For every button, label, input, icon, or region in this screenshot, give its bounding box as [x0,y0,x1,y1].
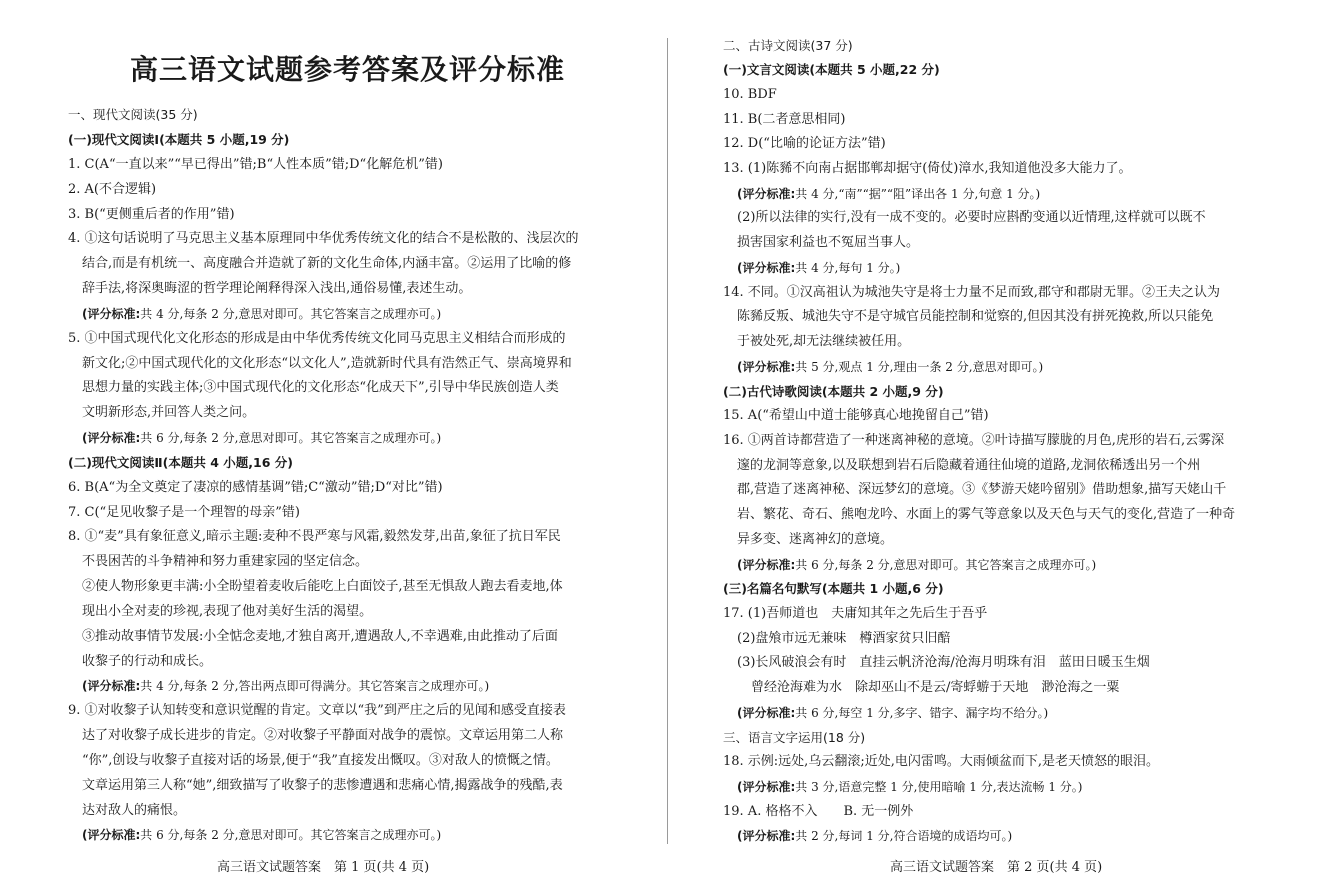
scoring-standard: (评分标准:共 3 分,语意完整 1 分,使用暗喻 1 分,表达流畅 1 分。) [737,780,1083,794]
answer-13-2-line: 损害国家利益也不冤屈当事人。 [737,235,920,250]
answer-17-line: 17. (1)吾师道也 夫庸知其年之先后生于吾乎 [723,606,988,621]
answer-10: 10. BDF [723,87,777,102]
answer-9-line: 文章运用第三人称“她”,细致描写了收黎子的悲惨遭遇和悲痛心情,揭露战争的残酷,表 [82,778,563,793]
answer-8-line: ③推动故事情节发展:小全惦念麦地,才独自离开,遭遇敌人,不幸遇难,由此推动了后面 [82,629,558,644]
scoring-standard: (评分标准:共 5 分,观点 1 分,理由一条 2 分,意思对即可。) [737,360,1044,374]
answer-5-line: 新文化;②中国式现代化的文化形态“以文化人”,造就新时代具有浩然正气、崇高境界和 [82,356,572,371]
subsection-heading: (一)现代文阅读Ⅰ(本题共 5 小题,19 分) [68,132,290,147]
answer-8-line: ②使人物形象更丰满:小全盼望着麦收后能吃上白面饺子,甚至无惧敌人跑去看麦地,体 [82,579,563,594]
answer-17-line: (2)盘飧市远无兼味 樽酒家贫只旧醅 [737,631,951,646]
answer-5-line: 5. ①中国式现代化文化形态的形成是由中华优秀传统文化同马克思主义相结合而形成的 [68,331,566,346]
answer-16-line: 郡,营造了迷离神秘、深远梦幻的意境。③《梦游天姥吟留别》借助想象,描写天姥山千 [737,482,1227,497]
section-heading: 三、语言文字运用(18 分) [723,730,866,745]
scoring-standard: (评分标准:共 6 分,每条 2 分,意思对即可。其它答案言之成理亦可。) [82,431,442,445]
scoring-standard: (评分标准:共 4 分,每条 2 分,意思对即可。其它答案言之成理亦可。) [82,307,442,321]
scoring-standard: (评分标准:共 6 分,每条 2 分,意思对即可。其它答案言之成理亦可。) [737,558,1097,572]
answer-13-2-line: (2)所以法律的实行,没有一成不变的。必要时应斟酌变通以近情理,这样就可以既不 [737,210,1206,225]
answer-17-line: (3)长风破浪会有时 直挂云帆济沧海/沧海月明珠有泪 蓝田日暖玉生烟 [737,655,1150,670]
answer-4-line: 4. ①这句话说明了马克思主义基本原理同中华优秀传统文化的结合不是松散的、浅层次的 [68,231,579,246]
answer-8-line: 8. ①“麦”具有象征意义,暗示主题:麦种不畏严寒与风霜,毅然发芽,出苗,象征了抗日军民 [68,529,561,544]
answer-11: 11. B(二者意思相同) [723,112,846,127]
section-heading: 一、现代文阅读(35 分) [68,107,198,122]
page-title: 高三语文试题参考答案及评分标准 [130,53,566,86]
scoring-standard: (评分标准:共 6 分,每空 1 分,多字、错字、漏字均不给分。) [737,706,1049,720]
page-footer-right: 高三语文试题答案 第 2 页(共 4 页) [890,860,1103,875]
answer-12: 12. D(“比喻的论证方法”错) [723,136,886,151]
answer-6: 6. B(A“为全文奠定了凄凉的感情基调”错;C“激动”错;D“对比”错) [68,480,443,495]
column-divider [667,38,668,844]
answer-16-line: 邃的龙洞等意象,以及联想到岩石后隐藏着通往仙境的道路,龙洞依稀透出另一个州 [737,458,1201,473]
answer-16-line: 岩、繁花、奇石、熊咆龙吟、水面上的雾气等意象以及天色与天气的变化,营造了一种奇 [737,507,1236,522]
answer-9-line: “你”,创设与收黎子直接对话的场景,便于“我”直接发出慨叹。③对敌人的愤慨之情。 [82,753,559,768]
answer-16-line: 异多变、迷离神幻的意境。 [737,532,894,547]
answer-18: 18. 示例:远处,乌云翻滚;近处,电闪雷鸣。大雨倾盆而下,是老天愤怒的眼泪。 [723,754,1159,769]
answer-8-line: 不畏困苦的斗争精神和努力重建家园的坚定信念。 [82,554,369,569]
answer-1: 1. C(A“一直以来”“早已得出”错;B“人性本质”错;D“化解危机”错) [68,157,443,172]
subsection-heading: (二)古代诗歌阅读(本题共 2 小题,9 分) [723,384,944,399]
answer-3: 3. B(“更侧重后者的作用”错) [68,207,235,222]
answer-4-line: 结合,而是有机统一、高度融合并造就了新的文化生命体,内涵丰富。②运用了比喻的修 [82,256,572,271]
answer-8-line: 现出小全对麦的珍视,表现了他对美好生活的渴望。 [82,604,373,619]
section-heading: 二、古诗文阅读(37 分) [723,38,853,53]
scoring-standard: (评分标准:共 2 分,每词 1 分,符合语境的成语均可。) [737,829,1013,843]
answer-2: 2. A(不合逻辑) [68,182,157,197]
answer-17-line: 曾经沧海难为水 除却巫山不是云/寄蜉蝣于天地 渺沧海之一粟 [751,680,1120,695]
answer-5-line: 思想力量的实践主体;③中国式现代化的文化形态“化成天下”,引导中华民族创造人类 [82,380,559,395]
answer-5-line: 文明新形态,并回答人类之问。 [82,405,256,420]
answer-7: 7. C(“足见收黎子是一个理智的母亲”错) [68,505,300,520]
answer-13-1: 13. (1)陈豨不向南占据邯郸却据守(倚仗)漳水,我知道他没多大能力了。 [723,161,1132,176]
subsection-heading: (二)现代文阅读Ⅱ(本题共 4 小题,16 分) [68,455,293,470]
answer-4-line: 辞手法,将深奥晦涩的哲学理论阐释得深入浅出,通俗易懂,表述生动。 [82,281,472,296]
answer-9-line: 9. ①对收黎子认知转变和意识觉醒的肯定。文章以“我”到严庄之后的见闻和感受直接表 [68,703,566,718]
page-footer-left: 高三语文试题答案 第 1 页(共 4 页) [217,860,430,875]
answer-9-line: 达了对收黎子成长进步的肯定。②对收黎子平静面对战争的震惊。文章运用第二人称 [82,728,564,743]
subsection-heading: (三)名篇名句默写(本题共 1 小题,6 分) [723,581,944,596]
scoring-standard: (评分标准:共 4 分,“南”“据”“阻”译出各 1 分,句意 1 分。) [737,187,1041,201]
answer-14-line: 陈豨反叛、城池失守不是守城官员能控制和觉察的,但因其没有拼死挽救,所以只能免 [737,309,1214,324]
answer-15: 15. A(“希望山中道士能够真心地挽留自己”错) [723,408,989,423]
scoring-standard: (评分标准:共 4 分,每句 1 分。) [737,261,901,275]
answer-8-line: 收黎子的行动和成长。 [82,654,213,669]
answer-9-line: 达对敌人的痛恨。 [82,803,187,818]
answer-19: 19. A. 格格不入 B. 无一例外 [723,804,914,819]
answer-14-line: 14. 不同。①汉高祖认为城池失守是将士力量不足而致,郡守和郡尉无罪。②王夫之认为 [723,285,1220,300]
subsection-heading: (一)文言文阅读(本题共 5 小题,22 分) [723,62,940,77]
scoring-standard: (评分标准:共 4 分,每条 2 分,答出两点即可得满分。其它答案言之成理亦可。) [82,679,490,693]
answer-16-line: 16. ①两首诗都营造了一种迷离神秘的意境。②叶诗描写朦胧的月色,虎形的岩石,云雾深 [723,433,1225,448]
scoring-standard: (评分标准:共 6 分,每条 2 分,意思对即可。其它答案言之成理亦可。) [82,828,442,842]
answer-14-line: 于被处死,却无法继续被任用。 [737,334,911,349]
